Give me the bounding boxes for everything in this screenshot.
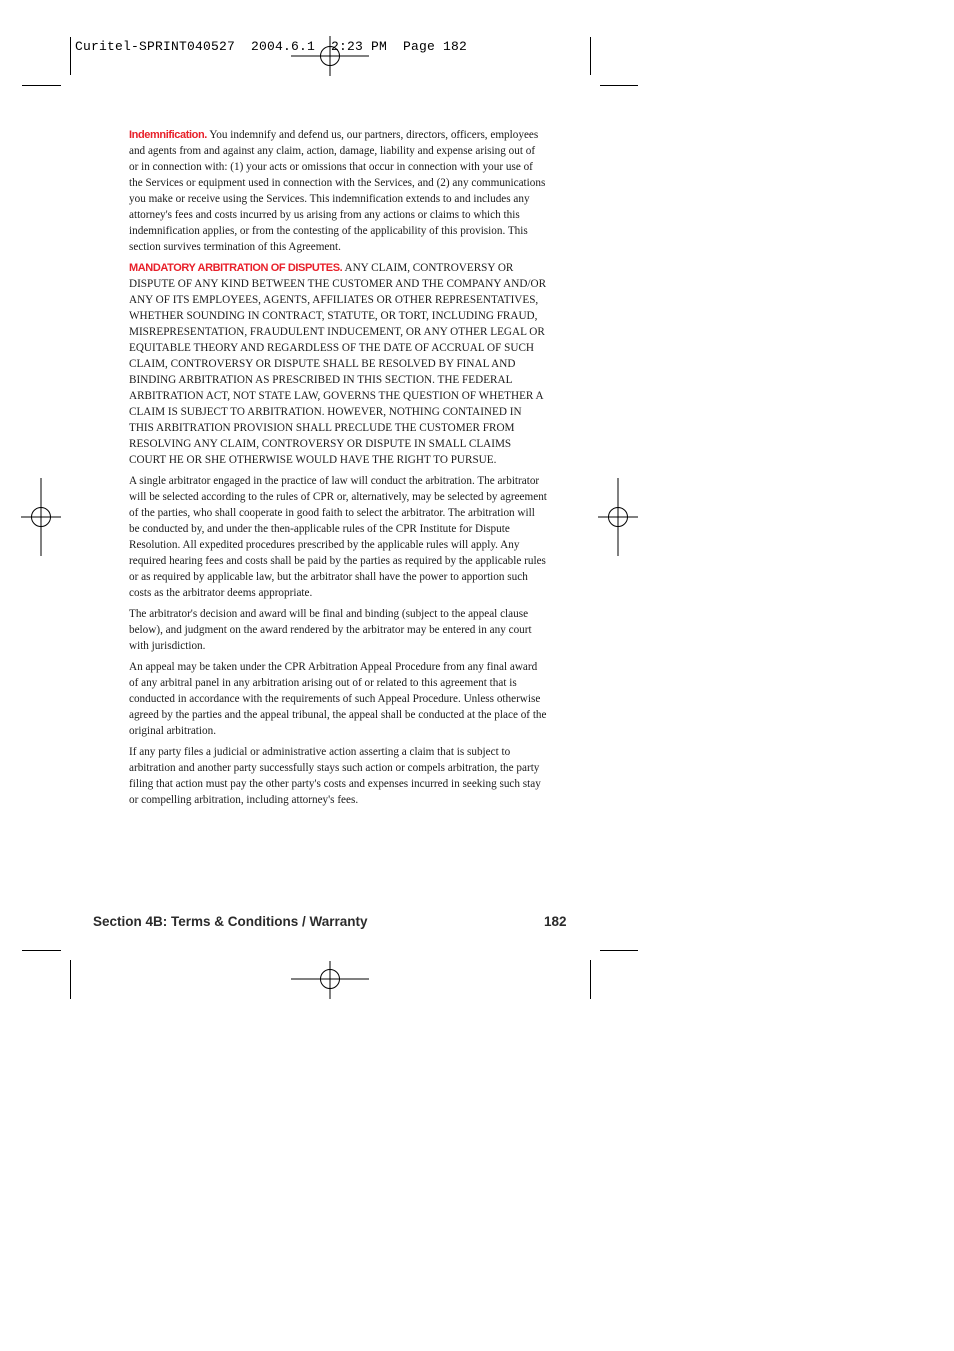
registration-mark-icon (598, 478, 640, 558)
paragraph-indemnification (129, 127, 547, 255)
terms-content (129, 127, 547, 813)
paragraph-text: You indemnify and defend us, our partners, directors, officers, employees and agents from and against any claim, action, damage, liability and expense arising out of or in connection with: (1) your acts or omissions that occur in connection with your use of the Services or equipment used in connection with the Services, and (2) any communications you make or receive using the Services. This indemnification extends to and includes any attorney's fees and costs incurred by us arising from any actions or claims to which this indemnification applies, or from the contesting of the applicability of this provision. This section survives termination of this Agreement. (129, 129, 546, 253)
crop-mark (70, 960, 71, 999)
footer-page-number: 182 (544, 914, 567, 929)
registration-mark-icon (291, 36, 371, 76)
footer-section-title: Section 4B: Terms & Conditions / Warranty (93, 914, 368, 929)
registration-mark-icon (21, 478, 63, 558)
section-heading: MANDATORY ARBITRATION OF DISPUTES. (129, 262, 343, 274)
paragraph-costs: If any party files a judicial or administrative action asserting a claim that is subject to arbitration and another party successfully stays such action or compels arbitration, the party filing that action must pay the other party's costs and expenses incurred in seeking such stay or compelling arbitration, including attorney's fees. (129, 746, 541, 806)
section-heading: Indemnification. (129, 129, 207, 141)
print-slug: Curitel-SPRINT040527 2004.6.1 2:23 PM Page 182 (75, 39, 468, 54)
crop-mark (22, 85, 61, 86)
crop-mark (590, 960, 591, 999)
registration-mark-icon (291, 961, 371, 1001)
crop-mark (600, 950, 638, 951)
crop-mark (22, 950, 61, 951)
crop-mark (600, 85, 638, 86)
paragraph-arbitration (129, 260, 547, 468)
paragraph-appeal: An appeal may be taken under the CPR Arbitration Appeal Procedure from any final award of any arbitral panel in any arbitration arising out of or related to this agreement that is conducted in accordance with the requirements of such Appeal Procedure. Unless otherwise agreed by the parties and the appeal tribunal, the appeal shall be conducted at the place of the original arbitration. (129, 661, 547, 737)
paragraph-decision: The arbitrator's decision and award will be final and binding (subject to the appeal clause below), and judgment on the award rendered by the arbitrator may be entered in any court with jurisdiction. (129, 608, 532, 652)
paragraph-arbitrator: A single arbitrator engaged in the practice of law will conduct the arbitration. The arbitrator will be selected according to the rules of CPR or, alternatively, may be selected by agreement of the parties, who shall cooperate in good faith to select the arbitrator. The arbitration will be conducted by, and under the then-applicable rules of the CPR Institute for Dispute Resolution. All expedited procedures prescribed by the applicable rules will apply. Any required hearing fees and costs shall be paid by the parties as required by the applicable rules or as required by applicable law, but the arbitrator shall have the power to apportion such costs as the arbitrator deems appropriate. (129, 475, 547, 599)
paragraph-text: ANY CLAIM, CONTROVERSY OR DISPUTE OF ANY KIND BETWEEN THE CUSTOMER AND THE COMPANY AND/OR ANY OF ITS EMPLOYEES, AGENTS, AFFILIATES OR OTHER REPRESENTATIVES, WHETHER SOUNDING IN CONTRACT, STATUTE, OR TORT, INCLUDING FRAUD, MISREPRESENTATION, FRAUDULENT INDUCEMENT, OR ANY OTHER LEGAL OR EQUITABLE THEORY AND REGARDLESS OF THE DATE OF ACCRUAL OF SUCH CLAIM, CONTROVERSY OR DISPUTE SHALL BE RESOLVED BY FINAL AND BINDING ARBITRATION AS PRESCRIBED IN THIS SECTION. THE FEDERAL ARBITRATION ACT, NOT STATE LAW, GOVERNS THE QUESTION OF WHETHER A CLAIM IS SUBJECT TO ARBITRATION. HOWEVER, NOTHING CONTAINED IN THIS ARBITRATION PROVISION SHALL PRECLUDE THE CUSTOMER FROM RESOLVING ANY CLAIM, CONTROVERSY OR DISPUTE IN SMALL CLAIMS COURT HE OR SHE OTHERWISE WOULD HAVE THE RIGHT TO PURSUE. (129, 262, 547, 466)
crop-mark (70, 37, 71, 75)
crop-mark (590, 37, 591, 75)
